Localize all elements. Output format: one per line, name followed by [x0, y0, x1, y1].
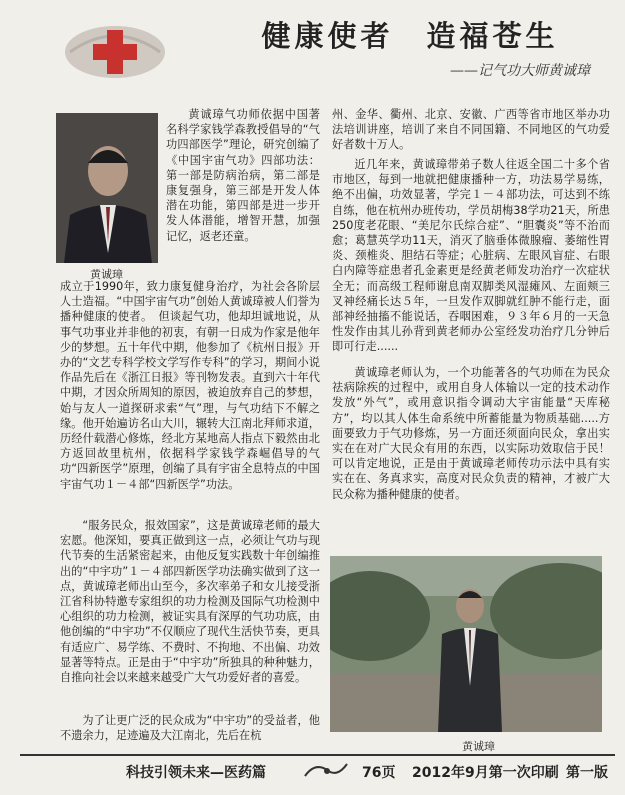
- outdoor-caption: 黄诚璋: [462, 740, 495, 753]
- article-subtitle: ——记气功大师黄诚璋: [450, 63, 590, 79]
- training-paragraph: 州、金华、衢州、北京、安徽、广西等省市地区举办功法培训讲座，培训了来自不同国籍、不同地区的气功爱好者数十万人。: [332, 108, 610, 152]
- philosophy-paragraph: 黄诚璋老师认为，一个功能著各的气功师在为民众祛病除疾的过程中，或用自身人体输以一定的技术动作发放“外气”，或用意识指令调动大宇宙能量“天库秘方”，均以其人体生命系统中所蓄能量为物质基础.....方面要致力于气功修炼，另一方面还须面向民众，拿出实实在在对广大民众有用的东西，以实际功效取信于民！可以肯定地说，正是由于黄诚璋老师传功示法中具有实实在在、务真求实，高度对民众负责的精神，才被广大民众称为播种健康的使者。: [332, 366, 610, 501]
- cases-paragraph: 近几年来，黄诚璋带弟子数人往返全国二十多个省市地区，每到一地就把健康播种一方，功法易学易练，绝不出偏，功效显著，学完１－４部功法，可达到不练自练，他在杭州办班传功，学员胡梅38学功21天，所患250度老花眼、“美尼尔氏综合症”、“胆囊炎”等不治而愈；葛慧英学功11天，消灭了脑垂体微腺瘤、萎缩性胃炎、颈椎炎、胆结石等症；心脏病、左眼风盲症、右眼白内障等症患者孔金素更是经黄老师发功治疗一次症状全无；而高级工程师谢息南双脚类风湿瘫风、左面颊三叉神经痛长达５年，一旦发作双脚就红肿不能行走，面部神经抽搐不能说话，吞咽困难，９３年６月的一天急性发作由其儿孙背到黄老师办公室经发功治疗几分钟后即可行走......: [332, 158, 610, 354]
- portrait-caption: 黄诚璋: [90, 268, 123, 281]
- footer-series-title: 科技引领未来—医药篇: [126, 765, 266, 781]
- footer-edition: 第一版: [566, 765, 608, 781]
- red-cross-logo: [60, 12, 170, 82]
- article-title: 健康使者 造福苍生: [261, 19, 559, 53]
- footer-page-number: 76页: [362, 765, 396, 781]
- portrait-photo: [56, 113, 158, 263]
- footer-print-date: 2012年9月第一次印刷: [412, 765, 559, 781]
- mission-paragraph: “服务民众，报效国家”，这是黄诚璋老师的最大宏愿。他深知，要真正做到这一点，必须让气功与现代节奏的生活紧密起来，由他反复实践数十年创编推出的“中宇功”１－４部四新医学功法确实做到了这一点，黄诚璋老师出山至今，多次率弟子和女儿接受浙江省科协特邀专家组织的功力检测及国际气功检测中心组织的功力检测，被证实具有深厚的气功功底，由他创编的“中宇功”不仅顺应了现代生活快节奏，更具有适应广、易学练、不费时、不拘地、不出偏、功效显著等特点。正是由于“中宇功”所独具的种种魅力，自推向社会以来越来越受广大气功爱好者的喜爱。: [60, 519, 320, 685]
- portrait-figure: [56, 113, 158, 263]
- footer-ornament-icon: [303, 760, 349, 782]
- intro-paragraph: 黄诚璋气功师依据中国著名科学家钱学森教授倡导的“气功四部医学”理论，研究创编了《中国宇宙气功》四部功法：第一部是防病治病，第二部是康复强身，第三部是开发人体潜在功能，第四部是进一步开发人体潜能，增智开慧，加强记忆，返老还童。: [166, 108, 320, 243]
- footer-divider: [20, 754, 615, 756]
- outreach-paragraph: 为了让更广泛的民众成为“中宇功”的受益者，他不遗余力，足迹遍及大江南北，先后在杭: [60, 714, 320, 743]
- outdoor-scene: [330, 556, 602, 732]
- outdoor-photo: [330, 556, 602, 732]
- history-paragraph: 成立于1990年，致力康复健身治疗，为社会各阶层人士造福。“中国宇宙气功”创始人黄诚璋被人们誉为播种健康的使者。 但谈起气功，他却坦诚地说，从事气功事业并非他的初衷，有朝一日成为作家是他年少的梦想。五十年代中期，他参加了《杭州日报》开办的“文艺专科学校文学写作专科”的学习，期间小说作品先后在《浙江日报》等刊物发表。直到六十年代中期，才因众所周知的原因，被迫放弃自己的梦想，始与友人一道探研求索“气”理，与气功结下不解之缘。他开始遍访名山大川，辗转大江南北拜师求道，历经什载潜心修炼，经北方某地高人指点下毅然由北方返回故里杭州，依据科学家钱学森崛倡导的气功“四新医学”原理，创编了具有宇宙全息特点的中国宇宙气功１－４部“四新医学”功法。: [60, 280, 320, 491]
